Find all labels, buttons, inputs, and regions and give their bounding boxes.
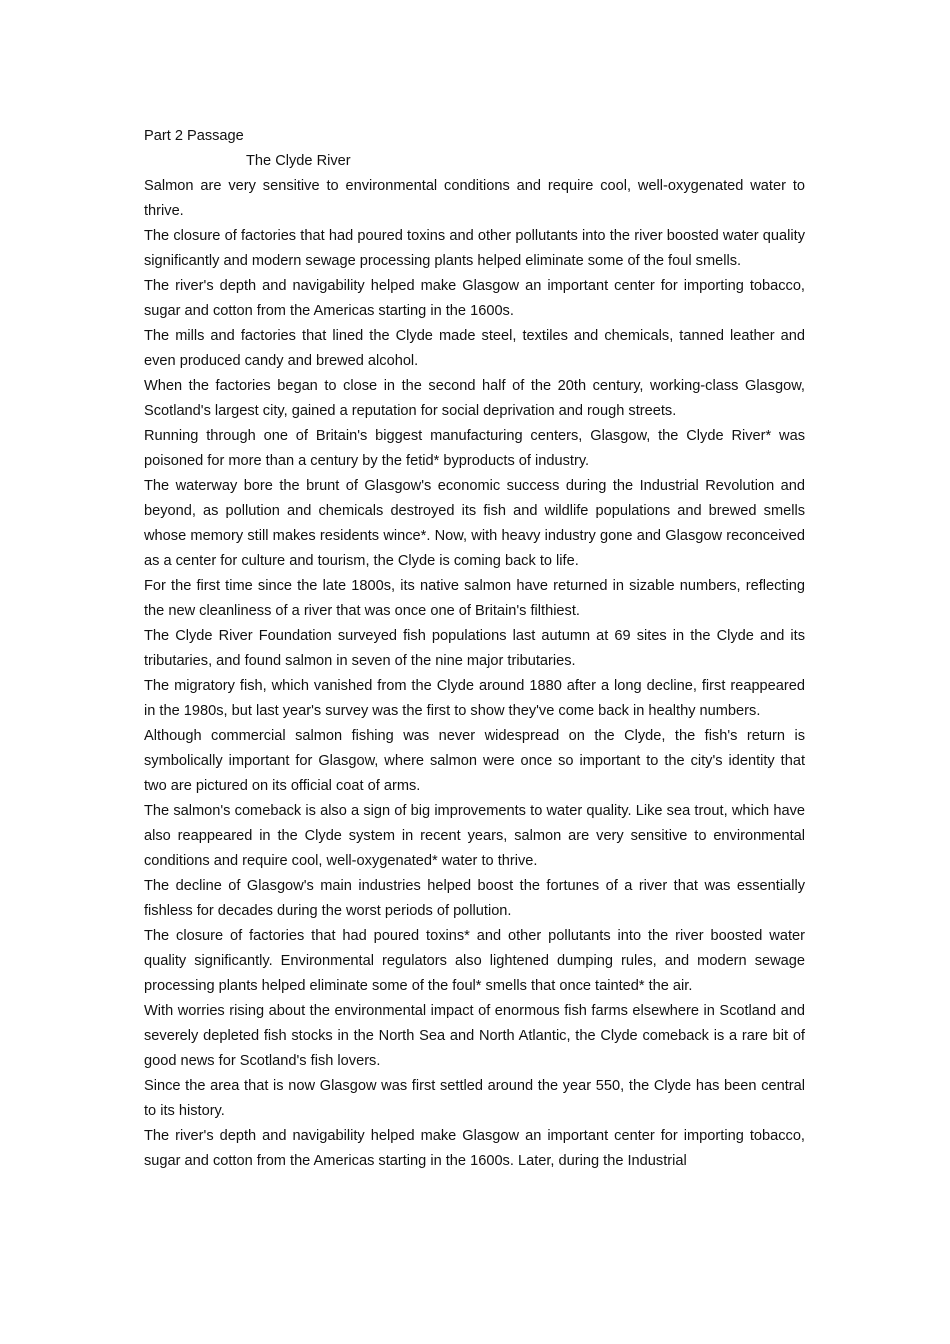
paragraph: Salmon are very sensitive to environmental conditions and require cool, well-oxygenated water to thrive. (144, 178, 805, 219)
paragraph: The waterway bore the brunt of Glasgow's economic success during the Industrial Revolution and beyond, as pollution and chemicals destroyed its fish and wildlife populations and brewed smells whose memory still makes residents wince*. Now, with heavy industry gone and Glasgow reconceived as a center for culture and tourism, the Clyde is coming back to life. (144, 478, 805, 569)
section-label: Part 2 Passage (144, 128, 244, 144)
paragraph: The salmon's comeback is also a sign of big improvements to water quality. Like sea trout, which have also reappeared in the Clyde system in recent years, salmon are very sensitive to environmental conditions and require cool, well-oxygenated* water to thrive. (144, 803, 805, 869)
paragraph: Although commercial salmon fishing was never widespread on the Clyde, the fish's return is symbolically important for Glasgow, where salmon were once so important to the city's identity that two are pictured on its official coat of arms. (144, 728, 805, 794)
paragraph: The mills and factories that lined the Clyde made steel, textiles and chemicals, tanned leather and even produced candy and brewed alcohol. (144, 328, 805, 369)
document-page (144, 124, 805, 1174)
paragraph: Since the area that is now Glasgow was first settled around the year 550, the Clyde has been central to its history. (144, 1078, 805, 1119)
paragraph: The Clyde River Foundation surveyed fish populations last autumn at 69 sites in the Clyde and its tributaries, and found salmon in seven of the nine major tributaries. (144, 628, 805, 669)
paragraph: When the factories began to close in the second half of the 20th century, working-class Glasgow, Scotland's largest city, gained a reputation for social deprivation and rough streets. (144, 378, 805, 419)
paragraph: The migratory fish, which vanished from the Clyde around 1880 after a long decline, first reappeared in the 1980s, but last year's survey was the first to show they've come back in healthy numbers. (144, 678, 805, 719)
paragraph: With worries rising about the environmental impact of enormous fish farms elsewhere in Scotland and severely depleted fish stocks in the North Sea and North Atlantic, the Clyde comeback is a rare bit of good news for Scotland's fish lovers. (144, 1003, 805, 1069)
paragraph: The decline of Glasgow's main industries helped boost the fortunes of a river that was essentially fishless for decades during the worst periods of pollution. (144, 878, 805, 919)
paragraph: The river's depth and navigability helped make Glasgow an important center for importing tobacco, sugar and cotton from the Americas starting in the 1600s. Later, during the Industrial (144, 1128, 805, 1169)
passage-title: The Clyde River (246, 153, 351, 169)
paragraph: The closure of factories that had poured toxins* and other pollutants into the river boosted water quality significantly. Environmental regulators also lightened dumping rules, and modern sewage processing plants helped eliminate some of the foul* smells that once tainted* the air. (144, 928, 805, 994)
paragraph: The river's depth and navigability helped make Glasgow an important center for importing tobacco, sugar and cotton from the Americas starting in the 1600s. (144, 278, 805, 319)
paragraph: The closure of factories that had poured toxins and other pollutants into the river boosted water quality significantly and modern sewage processing plants helped eliminate some of the foul smells. (144, 228, 805, 269)
paragraph: For the first time since the late 1800s, its native salmon have returned in sizable numbers, reflecting the new cleanliness of a river that was once one of Britain's filthiest. (144, 578, 805, 619)
paragraph: Running through one of Britain's biggest manufacturing centers, Glasgow, the Clyde River* was poisoned for more than a century by the fetid* byproducts of industry. (144, 428, 805, 469)
